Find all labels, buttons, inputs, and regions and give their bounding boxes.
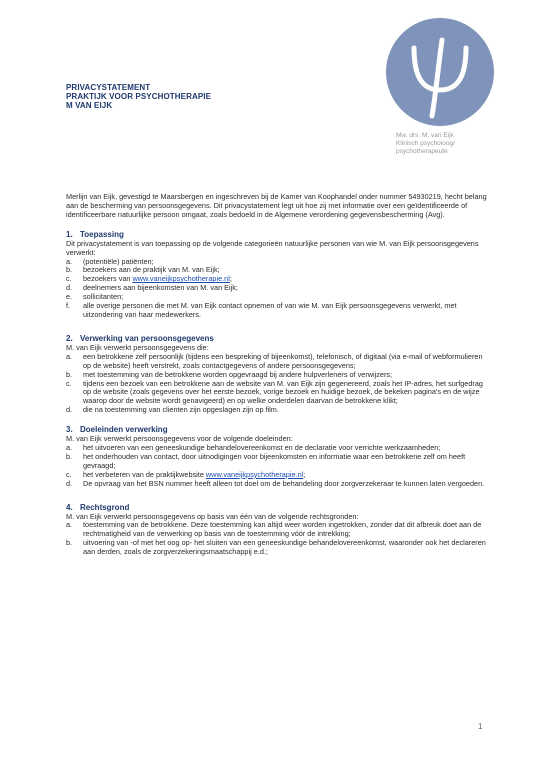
list-item bbox=[66, 480, 491, 489]
list-item-text: sollicitanten; bbox=[83, 292, 124, 302]
list-item-label: c. bbox=[66, 378, 72, 388]
section-1 bbox=[66, 230, 491, 320]
section-title: Doeleinden verwerking bbox=[80, 425, 168, 435]
list-item-text: bezoekers van bbox=[83, 274, 133, 284]
page-number: 1 bbox=[478, 722, 483, 731]
list-item bbox=[66, 406, 491, 415]
document-header bbox=[66, 83, 211, 110]
list-item-text: tijdens een bezoek van een betrokkene aan de website van M. van Eijk zijn gegenereerd, zoals het IP-adres, het surfgedrag op de website (zoals gegevens over het eerste bezoek, vorige bezoek en huidige bezoek, de bekeken pagina's en de wijze waarop door de website wordt genavigeerd) en op welke onderdelen daarvan de betrokkene klikt; bbox=[83, 378, 483, 406]
section-lead: M. van Eijk verwerkt persoonsgegevens op basis van één van de volgende rechtsgronden: bbox=[66, 511, 359, 521]
list-item-label: b. bbox=[66, 451, 73, 461]
header-line-3: M VAN EIJK bbox=[66, 101, 113, 110]
list-item-text: het verbeteren van de praktijkwebsite bbox=[83, 469, 206, 479]
section-lead: M. van Eijk verwerkt persoonsgegevens die: bbox=[66, 342, 209, 352]
list-item bbox=[66, 353, 491, 371]
list-item-text: De opvraag van het BSN nummer heeft alleen tot doel om de behandeling door zorgverzekeraar te kunnen laten vergoeden. bbox=[83, 478, 485, 488]
list-item-label: f. bbox=[66, 301, 71, 311]
list-item-suffix: ; bbox=[303, 469, 306, 479]
list-item-text: deelnemers aan bijeenkomsten van M. van Eijk; bbox=[83, 283, 238, 293]
logo-caption bbox=[396, 132, 455, 156]
list-item-text: een betrokkene zelf persoonlijk (tijdens een bespreking of bijeenkomst), telefonisch, of digitaal (via e-mail of webformulieren op de website) heeft verstrekt, zoals contactgegevens of andere persoonsgegevens; bbox=[83, 351, 483, 370]
section-number: 3. bbox=[66, 425, 73, 435]
list-item-label: c. bbox=[66, 469, 72, 479]
document-body bbox=[66, 193, 491, 567]
logo-caption-line-2: Klinisch psycholoog/ bbox=[396, 140, 455, 147]
list-item-text: met toestemming van de betrokkene worden opgevraagd bij andere hulpverleners of verwijzers; bbox=[83, 369, 393, 379]
list-item bbox=[66, 302, 491, 320]
logo-caption-line-3: psychotherapeute bbox=[396, 148, 448, 155]
header-line-1: PRIVACYSTATEMENT bbox=[66, 83, 151, 92]
sections-container bbox=[66, 230, 491, 557]
list-item-text: uitvoering van -of met het oog op- het sluiten van een geneeskundige behandelovereenkomst, waaronder ook het declareren aan derden, zoals de zorgverzekeringsmaatschappij e.d.; bbox=[83, 538, 486, 557]
header-line-2: PRAKTIJK VOOR PSYCHOTHERAPIE bbox=[66, 92, 212, 101]
list-item-text: (potentiële) patiënten; bbox=[83, 256, 154, 266]
section-2 bbox=[66, 334, 491, 415]
list-item-label: a. bbox=[66, 256, 73, 266]
list-item bbox=[66, 380, 491, 407]
section-list bbox=[66, 521, 491, 557]
list-item-text: het uitvoeren van een geneeskundige behandelovereenkomst en de declaratie voor verrichte werkzaamheden; bbox=[83, 443, 441, 453]
list-item-text: alle overige personen die met M. van Eijk contact opnemen of van wie M. van Eijk persoonsgegevens verwerkt, met uitzondering van haar medewerkers. bbox=[83, 301, 457, 319]
list-item-text: het onderhouden van contact, door uitnodigingen voor bijeenkomsten en informatie waar een betrokkene zelf om heeft gevraagd; bbox=[83, 451, 466, 470]
psi-logo bbox=[386, 18, 494, 126]
section-3 bbox=[66, 425, 491, 488]
section-title: Rechtsgrond bbox=[80, 502, 130, 512]
website-link[interactable]: www.vaneijkpsychotherapie.nl bbox=[132, 274, 230, 284]
list-item-label: d. bbox=[66, 405, 73, 415]
list-item-text: bezoekers aan de praktijk van M. van Eijk; bbox=[83, 265, 220, 275]
list-item-label: b. bbox=[66, 369, 73, 379]
section-list bbox=[66, 353, 491, 415]
list-item-text: toestemming van de betrokkene. Deze toestemming kan altijd weer worden ingetrokken, zonder dat dit afbreuk doet aan de rechtmatigheid van de verwerking op basis van de toestemming vóór de intrekking; bbox=[83, 520, 482, 539]
list-item bbox=[66, 453, 491, 471]
intro-paragraph: Merlijn van Eijk, gevestigd te Maarsbergen en ingeschreven bij de Kamer van Koophandel onder nummer 54930219, hecht belang aan de bescherming van persoonsgegevens. Dit privacystatement legt uit hoe zij met informatie over een geïdentificeerde of identificeerbare natuurlijke persoon omgaat, zoals bedoeld in de Algemene verordening gegevensbescherming (Avg). bbox=[66, 192, 487, 219]
section-number: 1. bbox=[66, 229, 73, 239]
list-item-label: b. bbox=[66, 538, 73, 548]
list-item bbox=[66, 521, 491, 539]
section-number: 4. bbox=[66, 502, 73, 512]
list-item-label: c. bbox=[66, 274, 72, 284]
list-item bbox=[66, 539, 491, 557]
list-item bbox=[66, 284, 491, 293]
section-title: Verwerking van persoonsgegevens bbox=[80, 333, 214, 343]
section-lead: M. van Eijk verwerkt persoonsgegevens voor de volgende doeleinden: bbox=[66, 434, 293, 444]
list-item-label: b. bbox=[66, 265, 73, 275]
list-item-label: a. bbox=[66, 520, 73, 530]
section-list bbox=[66, 258, 491, 320]
list-item-label: e. bbox=[66, 292, 73, 302]
section-list bbox=[66, 444, 491, 489]
website-link[interactable]: www.vaneijkpsychotherapie.nl bbox=[205, 469, 304, 479]
section-lead: Dit privacystatement is van toepassing op de volgende categorieën natuurlijke personen van wie M. van Eijk persoonsgegevens verwerkt: bbox=[66, 238, 479, 257]
list-item-suffix: ; bbox=[229, 274, 232, 284]
list-item-label: d. bbox=[66, 283, 73, 293]
section-number: 2. bbox=[66, 333, 73, 343]
section-4 bbox=[66, 503, 491, 558]
list-item-label: a. bbox=[66, 443, 73, 453]
list-item-label: d. bbox=[66, 478, 73, 488]
list-item-label: a. bbox=[66, 351, 73, 361]
logo-caption-line-1: Mw. drs. M. van Eijk bbox=[396, 132, 454, 139]
section-title: Toepassing bbox=[80, 229, 124, 239]
list-item-text: die na toestemming van clienten zijn opgeslagen zijn op film. bbox=[83, 405, 279, 415]
